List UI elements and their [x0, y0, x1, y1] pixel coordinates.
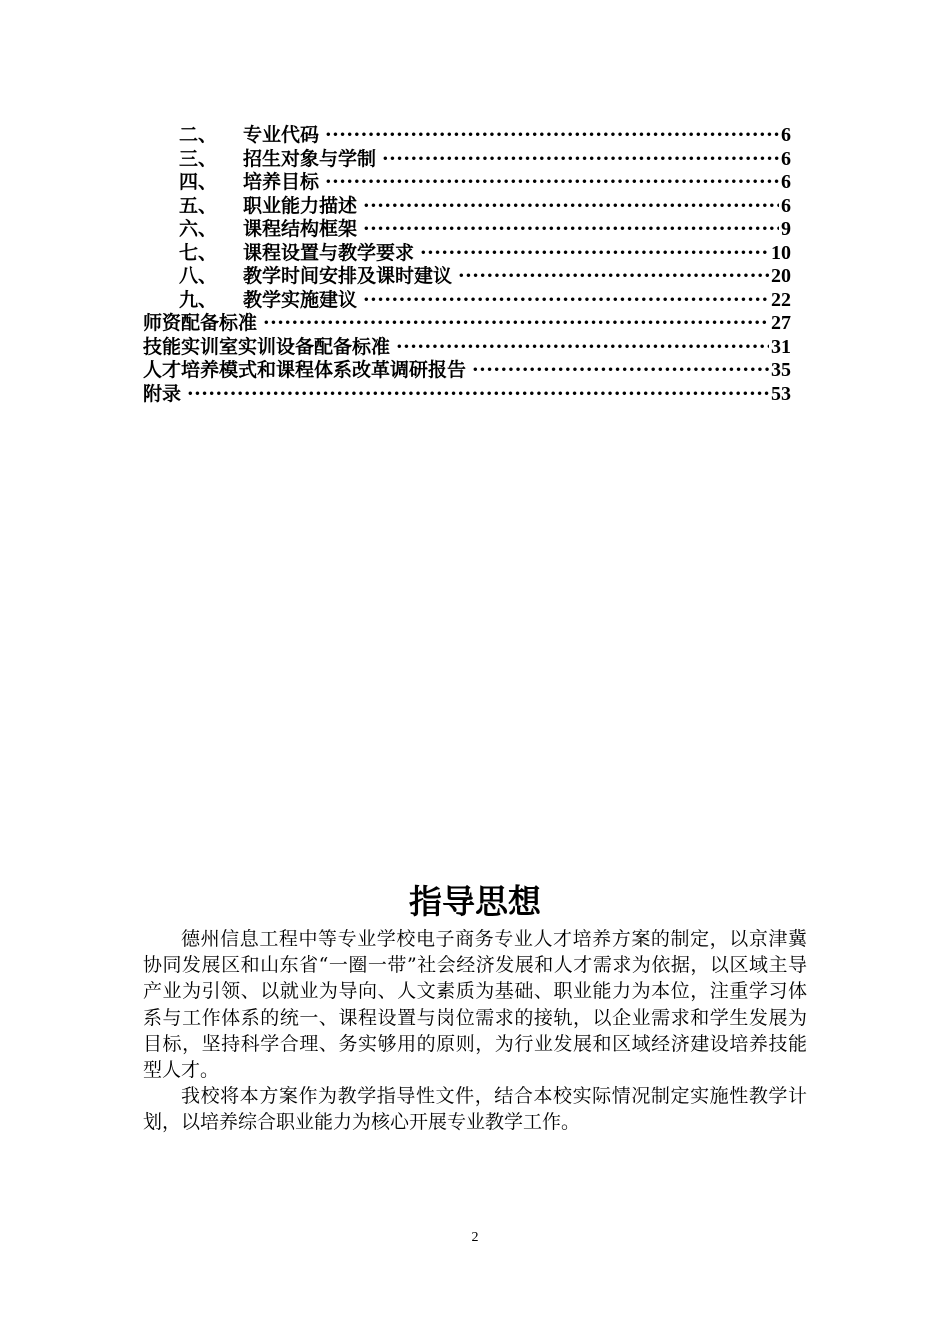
- toc-title: 课程结构框架: [243, 218, 358, 240]
- toc-number: 二、: [179, 124, 218, 146]
- toc-leader-dots: [187, 383, 769, 407]
- toc-number: 四、: [179, 171, 218, 193]
- toc-page-number: 35: [771, 359, 791, 381]
- toc-page-number: 6: [781, 124, 791, 146]
- toc-number: 七、: [179, 241, 218, 264]
- toc-leader-dots: [363, 195, 779, 219]
- toc-page-number: 6: [781, 171, 791, 193]
- toc-number: 六、: [179, 218, 218, 240]
- toc-page-number: 31: [771, 335, 791, 358]
- toc-title: 师资配备标准: [143, 312, 258, 334]
- toc-entry[interactable]: [143, 265, 791, 289]
- toc-page-number: 53: [771, 382, 791, 405]
- body-paragraph: 我校将本方案作为教学指导性文件，结合本校实际情况制定实施性教学计划，以培养综合职业能力为核心开展专业教学工作。: [143, 1085, 807, 1134]
- toc-title: 教学实施建议: [243, 288, 358, 311]
- toc-title: 技能实训室实训设备配备标准: [143, 335, 391, 358]
- toc-page-number: 27: [771, 312, 791, 334]
- toc-leader-dots: [325, 124, 779, 148]
- toc-title: 招生对象与学制: [243, 147, 377, 170]
- toc-leader-dots: [325, 171, 779, 195]
- toc-page-number: 22: [771, 288, 791, 311]
- toc-leader-dots: [396, 336, 769, 360]
- toc-page-number: 9: [781, 218, 791, 240]
- page-number: 2: [471, 1230, 479, 1245]
- toc-title: 教学时间安排及课时建议: [243, 265, 453, 287]
- toc-entry[interactable]: [143, 171, 791, 195]
- toc-title: 附录: [143, 382, 182, 405]
- toc-entry[interactable]: [143, 148, 791, 172]
- toc-entry[interactable]: [143, 359, 791, 383]
- section-body: [143, 926, 807, 1136]
- toc-leader-dots: [263, 312, 769, 336]
- section-heading: 指导思想: [409, 882, 541, 921]
- toc-page-number: 6: [781, 194, 791, 217]
- body-paragraph: 德州信息工程中等专业学校电子商务专业人才培养方案的制定，以京津冀协同发展区和山东省“一圈一带”社会经济发展和人才需求为依据，以区域主导产业为引领、以就业为导向、人文素质为基础、职业能力为本位，注重学习体系与工作体系的统一、课程设置与岗位需求的接轨，以企业需求和学生发展为目标，坚持科学合理、务实够用的原则，为行业发展和区域经济建设培养技能型人才。: [143, 928, 807, 1082]
- toc-entry[interactable]: [143, 289, 791, 313]
- toc-title: 培养目标: [243, 171, 320, 193]
- toc-number: 三、: [179, 147, 218, 170]
- toc-number: 五、: [179, 194, 218, 217]
- toc-number: 九、: [179, 288, 218, 311]
- toc-entry[interactable]: [143, 242, 791, 266]
- toc-leader-dots: [363, 289, 769, 313]
- toc-page-number: 20: [771, 265, 791, 287]
- toc-title: 专业代码: [243, 124, 320, 146]
- toc-entry[interactable]: [143, 336, 791, 360]
- toc-title: 课程设置与教学要求: [243, 241, 415, 264]
- toc-entry[interactable]: [143, 312, 791, 336]
- toc-title: 人才培养模式和课程体系改革调研报告: [143, 359, 467, 381]
- toc-entry[interactable]: [143, 124, 791, 148]
- toc-leader-dots: [363, 218, 779, 242]
- toc-leader-dots: [420, 242, 769, 266]
- toc-leader-dots: [382, 148, 779, 172]
- toc-leader-dots: [472, 359, 769, 383]
- toc-page-number: 10: [771, 241, 791, 264]
- toc-number: 八、: [179, 265, 218, 287]
- table-of-contents: [143, 124, 791, 406]
- toc-entry[interactable]: [143, 383, 791, 407]
- toc-page-number: 6: [781, 147, 791, 170]
- toc-leader-dots: [458, 265, 769, 289]
- toc-entry[interactable]: [143, 218, 791, 242]
- toc-title: 职业能力描述: [243, 194, 358, 217]
- toc-entry[interactable]: [143, 195, 791, 219]
